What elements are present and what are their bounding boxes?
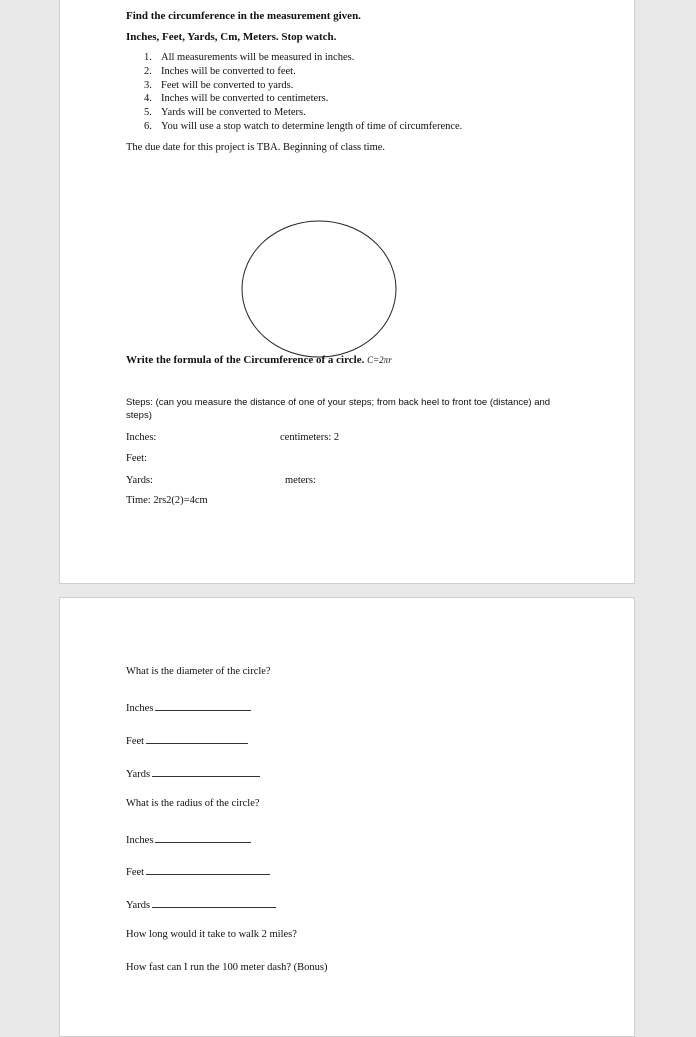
diameter-feet-row: Feet	[126, 732, 248, 747]
meters-label: meters:	[285, 475, 316, 486]
radius-yards-blank[interactable]	[152, 896, 276, 908]
question-radius: What is the radius of the circle?	[126, 798, 260, 809]
diameter-yards-row: Yards	[126, 765, 260, 780]
due-date-text: The due date for this project is TBA. Beginning of class time.	[126, 142, 386, 153]
instruction-item: 4. Inches will be converted to centimeters.	[144, 93, 329, 105]
radius-inches-blank[interactable]	[155, 831, 251, 843]
instruction-item: 1. All measurements will be measured in inches.	[144, 52, 355, 63]
radius-feet-row: Feet	[126, 863, 270, 878]
worksheet-title: Find the circumference in the measurement given.	[126, 10, 361, 22]
question-walk-2-miles: How long would it take to walk 2 miles?	[126, 929, 297, 940]
feet-label: Feet:	[126, 453, 147, 464]
yards-label: Yards:	[126, 475, 153, 486]
radius-yards-row: Yards	[126, 896, 276, 911]
question-100m-dash: How fast can I run the 100 meter dash? (Bonus)	[126, 962, 328, 973]
circle-drawing	[240, 209, 400, 369]
worksheet-page-1	[59, 0, 635, 584]
worksheet-page-2	[59, 597, 635, 1037]
instruction-item: 3. Feet will be converted to yards.	[144, 79, 294, 91]
diameter-yards-blank[interactable]	[152, 765, 260, 777]
instruction-list	[144, 51, 462, 134]
time-label: Time: 2rs2(2)=4cm	[126, 495, 208, 506]
radius-feet-blank[interactable]	[146, 863, 270, 875]
circumference-formula: C=2πr	[367, 355, 392, 365]
instruction-item: 5. Yards will be converted to Meters.	[144, 107, 306, 119]
inches-label: Inches:	[126, 432, 157, 443]
formula-prompt: Write the formula of the Circumference of a circle. C=2πr	[126, 354, 392, 366]
diameter-inches-row: Inches	[126, 699, 251, 714]
steps-text-line-1: Steps: (can you measure the distance of one of your steps; from back heel to front toe (distance) and	[126, 397, 551, 408]
diameter-inches-blank[interactable]	[155, 699, 251, 711]
steps-text-line-2: steps)	[126, 410, 152, 421]
radius-inches-row: Inches	[126, 831, 251, 846]
worksheet-subtitle: Inches, Feet, Yards, Cm, Meters. Stop watch.	[126, 31, 337, 43]
question-diameter: What is the diameter of the circle?	[126, 666, 271, 677]
diameter-feet-blank[interactable]	[146, 732, 248, 744]
centimeters-label: centimeters: 2	[280, 432, 340, 443]
instruction-item: 6. You will use a stop watch to determine length of time of circumference.	[144, 120, 463, 132]
instruction-item: 2. Inches will be converted to feet.	[144, 65, 296, 77]
